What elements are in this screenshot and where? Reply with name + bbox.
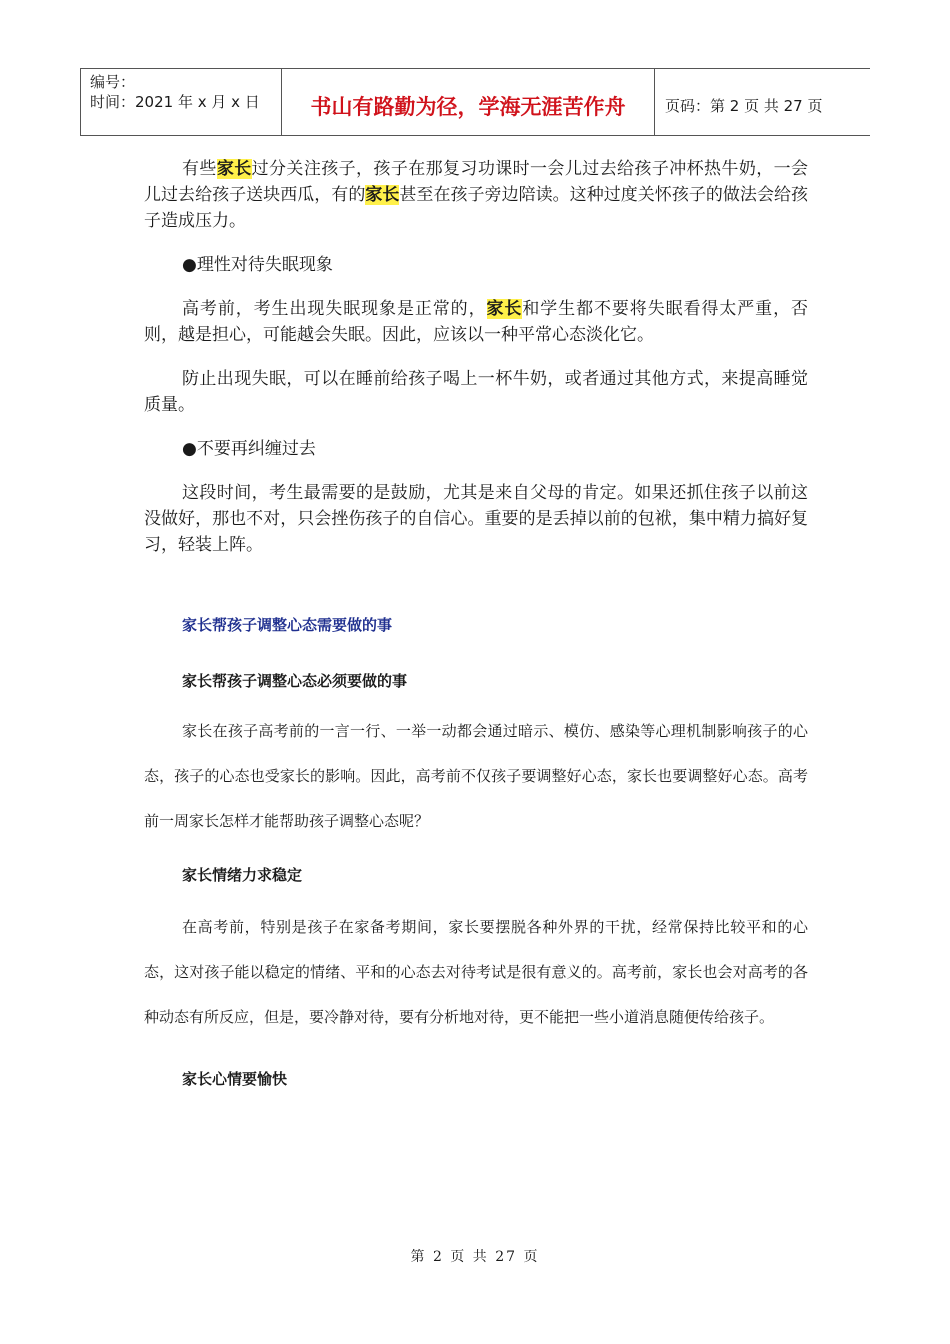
date-label: 时间：2021 年 x 月 x 日: [90, 93, 260, 111]
highlight-keyword: 家长: [216, 159, 252, 179]
bullet-past: ●不要再纠缠过去: [182, 439, 316, 459]
section-title-stable: 家长情绪力求稳定: [182, 866, 303, 884]
section-title-must: 家长帮孩子调整心态必须要做的事: [182, 672, 408, 690]
paragraph-parents-overcare: 有些家长过分关注孩子，孩子在那复习功课时一会儿过去给孩子冲杯热牛奶，一会儿过去给孩子送块西瓜，有的家长甚至在孩子旁边陪读。这种过度关怀孩子的做法会给孩子造成压力。: [144, 159, 809, 231]
highlight-keyword: 家长: [365, 185, 400, 205]
bullet-insomnia: ●理性对待失眠现象: [182, 255, 333, 275]
document-body: [144, 156, 808, 1089]
highlight-keyword: 家长: [486, 299, 523, 319]
header-motto: 书山有路勤为径，学海无涯苦作舟: [282, 69, 655, 135]
header-page-info: 页码：第 2 页 共 27 页: [665, 96, 823, 115]
page-header: [80, 68, 870, 136]
paragraph-parent-influence: 家长在孩子高考前的一言一行、一举一动都会通过暗示、模仿、感染等心理机制影响孩子的心态，孩子的心态也受家长的影响。因此，高考前不仅孩子要调整好心态，家长也要调整好心态。高考前一周家长怎样才能帮助孩子调整心态呢？: [144, 722, 808, 830]
section-title-blue: 家长帮孩子调整心态需要做的事: [182, 616, 393, 634]
paragraph-encouragement: 这段时间，考生最需要的是鼓励，尤其是来自父母的肯定。如果还抓住孩子以前这没做好，那也不对，只会挫伤孩子的自信心。重要的是丢掉以前的包袱，集中精力搞好复习，轻装上阵。: [144, 483, 808, 555]
code-label: 编号：: [90, 73, 136, 91]
paragraph-insomnia-normal: 高考前，考生出现失眠现象是正常的，家长和学生都不要将失眠看得太严重，否则，越是担心，可能越会失眠。因此，应该以一种平常心态淡化它。: [144, 299, 809, 345]
page-footer: 第 2 页 共 27 页: [410, 1249, 540, 1265]
paragraph-stable-mood: 在高考前，特别是孩子在家备考期间，家长要摆脱各种外界的干扰，经常保持比较平和的心态，这对孩子能以稳定的情绪、平和的心态去对待考试是很有意义的。高考前，家长也会对高考的各种动态有所反应，但是，要冷静对待，要有分析地对待，更不能把一些小道消息随便传给孩子。: [144, 918, 808, 1026]
section-title-happy: 家长心情要愉快: [182, 1070, 288, 1088]
header-meta: [80, 69, 282, 135]
paragraph-prevent-insomnia: 防止出现失眠，可以在睡前给孩子喝上一杯牛奶，或者通过其他方式，来提高睡觉质量。: [144, 369, 808, 415]
